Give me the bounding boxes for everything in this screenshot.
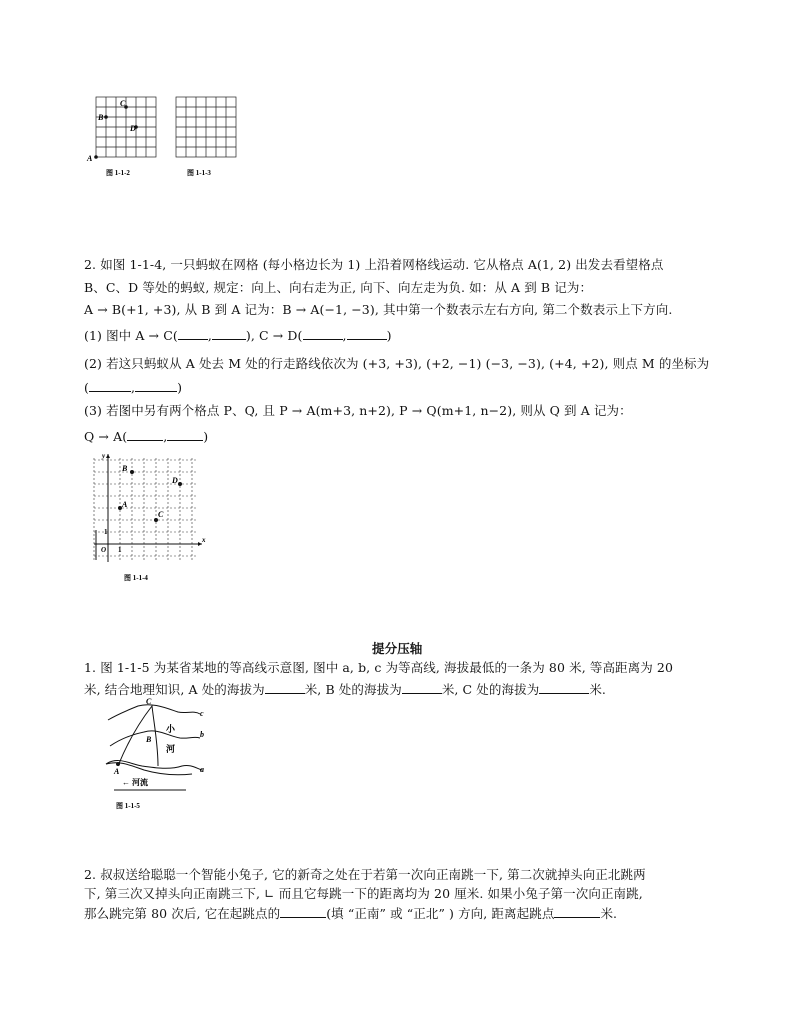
q3-line-2-b: 米, B 处的海拔为 <box>304 682 402 697</box>
line-b-label: b <box>200 730 204 739</box>
figure-1-1-5 <box>96 694 216 812</box>
q2-line-2: B、C、D 等处的蚂蚁, 规定：向上、向右走为正, 向下、向左走为负. 如：从 A 到 B 记为： <box>84 280 593 295</box>
q4-line-1: 2. 叔叔送给聪聪一个智能小兔子, 它的新奇之处在于若第一次向正南跳一下, 第二次就掉头向正北跳两 <box>84 867 646 882</box>
q2-sub3-line1: (3) 若图中另有两个格点 P、Q, 且 P → A(m+3, n+2), P → Q(m+1, n−2), 则从 Q 到 A 记为： <box>84 403 632 418</box>
answer-blank-m-x[interactable] <box>89 379 131 392</box>
grid-right <box>176 97 236 157</box>
point-d-label: D <box>172 476 178 485</box>
one-y-label: 1 <box>104 528 108 536</box>
answer-blank-cd-x[interactable] <box>303 327 343 340</box>
caption-fig-1-1-4: 图 1-1-4 <box>124 574 148 582</box>
y-axis-arrow <box>106 454 110 458</box>
q2-sub1-mid: ), C → D( <box>245 328 303 343</box>
q4-line-2: 下, 第三次又掉头向正南跳三下, ∟ 而且它每跳一下的距离均为 20 厘米. 如果小兔子第一次向正南跳, <box>84 886 643 901</box>
q2-line-3: A → B(+1, +3), 从 B 到 A 记为：B → A(−1, −3), 其中第一个数表示左右方向, 第二个数表示上下方向. <box>84 302 673 317</box>
comma: , <box>130 380 136 395</box>
q2-sub2-open: ( <box>84 380 89 395</box>
q2-sub2-close: ) <box>177 380 183 395</box>
point-c-label: C <box>146 697 152 706</box>
river-char-small: 小 <box>166 724 176 734</box>
y-axis-label: y <box>102 452 106 460</box>
contour-b <box>110 731 200 746</box>
comma: , <box>207 328 212 343</box>
comma: , <box>163 429 168 444</box>
origin-label: O <box>101 546 107 554</box>
q2-sub1-prefix: (1) 图中 A → C( <box>84 328 178 343</box>
answer-blank-qa-x[interactable] <box>127 428 163 441</box>
answer-blank-direction[interactable] <box>280 905 326 918</box>
q3-line-1: 1. 图 1-1-5 为某省某地的等高线示意图, 图中 a, b, c 为等高线, 海拔最低的一条为 80 米, 等高距离为 20 <box>84 660 674 675</box>
q4-line-3-b: (填 “正南” 或 “正北” ) 方向, 距离起跳点 <box>326 906 555 921</box>
point-a-dot <box>94 155 98 159</box>
answer-blank-ac-y[interactable] <box>212 327 246 340</box>
point-a-dot <box>116 762 120 766</box>
point-b-label: B <box>122 464 128 473</box>
q4-line-3 <box>84 905 617 922</box>
one-x-label: 1 <box>118 546 122 554</box>
answer-blank-qa-y[interactable] <box>167 428 203 441</box>
answer-blank-altitude-c[interactable] <box>539 681 589 694</box>
answer-blank-distance[interactable] <box>554 905 600 918</box>
caption-fig-1-1-5: 图 1-1-5 <box>116 802 140 810</box>
caption-fig-1-1-3: 图 1-1-3 <box>187 169 211 177</box>
q4-line-3-a: 那么跳完第 80 次后, 它在起跳点的 <box>84 906 281 921</box>
ridge-line <box>118 706 158 766</box>
answer-blank-altitude-a[interactable] <box>265 681 305 694</box>
point-b-dot <box>130 470 134 474</box>
q3-line-2-c: 米, C 处的海拔为 <box>441 682 540 697</box>
figure-1-1-4 <box>86 450 211 588</box>
q3-line-2-d: 米. <box>589 682 606 697</box>
q2-sub3-line2 <box>84 428 208 445</box>
river-char-river: 河 <box>166 744 176 754</box>
point-a-label: A <box>87 154 93 163</box>
q3-line-2-a: 米, 结合地理知识, A 处的海拔为 <box>84 682 265 697</box>
contour-a <box>106 761 202 770</box>
q2-sub1-end: ) <box>386 328 392 343</box>
line-a-label: a <box>200 765 204 774</box>
point-b-label: B <box>146 735 152 744</box>
point-c-label: C <box>120 99 126 108</box>
point-a-label: A <box>114 767 120 776</box>
x-axis-label: x <box>202 536 206 544</box>
section-title: 提分压轴 <box>372 641 423 656</box>
q2-sub1 <box>84 327 392 344</box>
point-b-label: B <box>98 113 104 122</box>
caption-fig-1-1-2: 图 1-1-2 <box>106 169 130 177</box>
point-d-dot <box>178 482 182 486</box>
line-c-label: c <box>200 709 204 718</box>
q2-sub3-prefix: Q → A( <box>84 429 128 444</box>
q2-sub2-line2 <box>84 379 182 396</box>
q2-line-1: 2. 如图 1-1-4, 一只蚂蚁在网格 (每小格边长为 1) 上沿着网格线运动. 它从格点 A(1, 2) 出发去看望格点 <box>84 257 664 272</box>
figure-1-1-2-and-1-1-3 <box>84 92 254 184</box>
q4-line-3-c: 米. <box>600 906 618 921</box>
comma: , <box>342 328 347 343</box>
contour-c <box>108 705 200 720</box>
answer-blank-cd-y[interactable] <box>347 327 387 340</box>
point-a-label: A <box>122 500 128 509</box>
answer-blank-ac-x[interactable] <box>178 327 208 340</box>
q2-sub3-end: ) <box>203 429 209 444</box>
answer-blank-altitude-b[interactable] <box>402 681 442 694</box>
flow-label: ← 河流 <box>122 778 148 787</box>
q2-sub2-line1: (2) 若这只蚂蚁从 A 处去 M 处的行走路线依次为 (+3, +3), (+2, −1) (−3, −3), (+4, +2), 则点 M 的坐标为 <box>84 356 710 371</box>
dashed-grid <box>94 458 196 560</box>
contour-lines <box>106 705 202 775</box>
point-b-dot <box>104 115 108 119</box>
answer-blank-m-y[interactable] <box>135 379 177 392</box>
point-c-label: C <box>158 510 164 519</box>
point-d-label: D <box>130 124 136 133</box>
